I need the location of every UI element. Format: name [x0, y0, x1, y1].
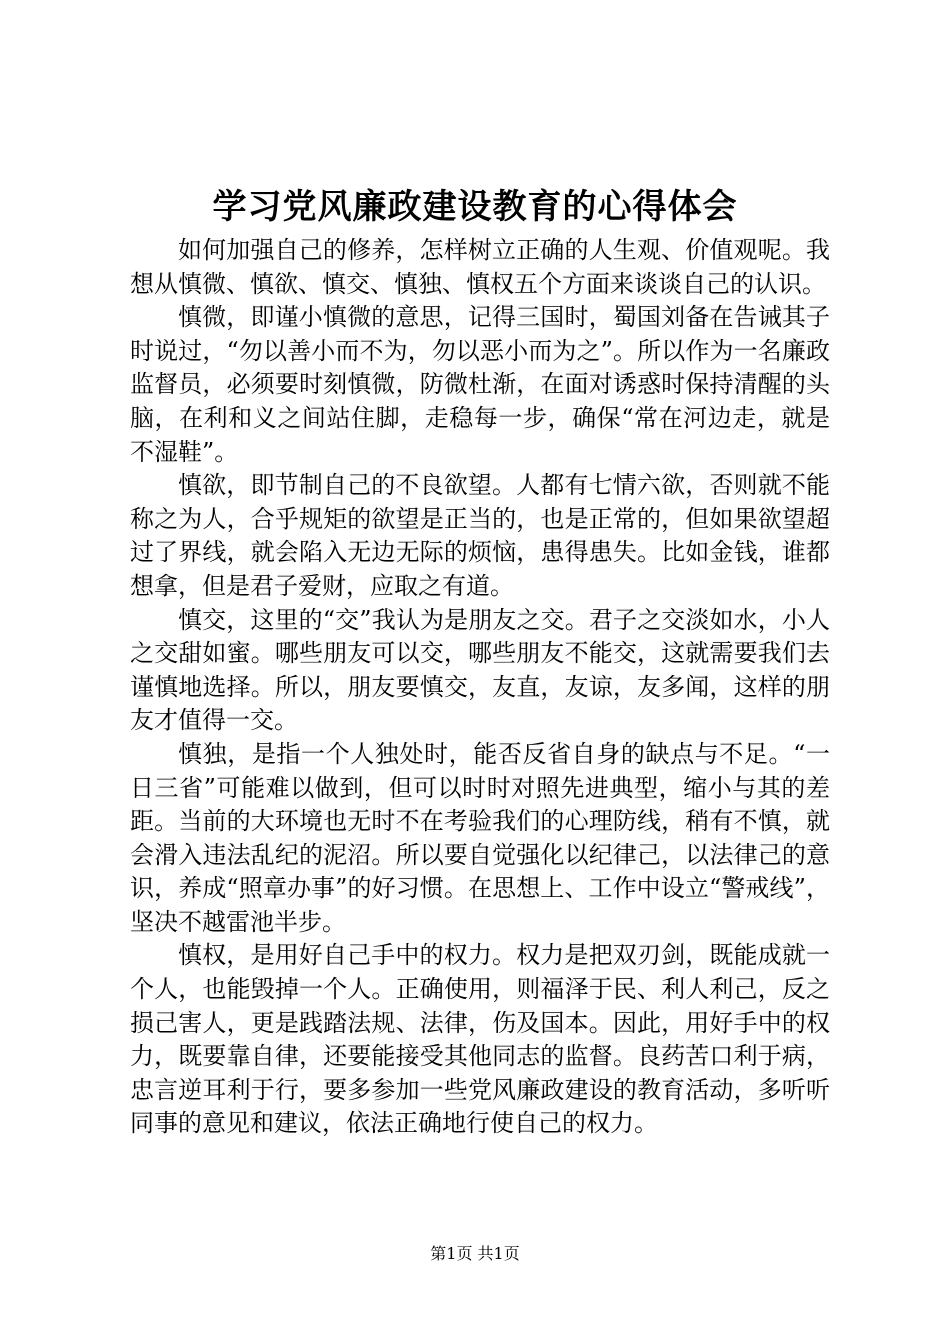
- paragraph-shenwei: 慎微，即谨小慎微的意思，记得三国时，蜀国刘备在告诫其子时说过，“勿以善小而不为，勿以恶小而为之”。所以作为一名廉政监督员，必须要时刻慎微，防微杜渐，在面对诱惑时保持清醒的头脑，在利和义之间站住脚，走稳每一步，确保“常在河边走，就是不湿鞋”。: [130, 303, 830, 466]
- paragraph-shendu: 慎独，是指一个人独处时，能否反省自身的缺点与不足。“一日三省”可能难以做到，但可以时时对照先进典型，缩小与其的差距。当前的大环境也无时不在考验我们的心理防线，稍有不慎，就会滑入违法乱纪的泥沼。所以要自觉强化以纪律己，以法律己的意识，养成“照章办事”的好习惯。在思想上、工作中设立“警戒线”，坚决不越雷池半步。: [130, 739, 830, 936]
- document-body: [130, 234, 830, 1141]
- document-title: 学习党风廉政建设教育的心得体会: [212, 187, 738, 227]
- paragraph-shenquan: 慎权，是用好自己手中的权力。权力是把双刃剑，既能成就一个人，也能毁掉一个人。正确使用，则福泽于民、利人利己，反之损己害人，更是践踏法规、法律，伤及国本。因此，用好手中的权力，既要靠自律，还要能接受其他同志的监督。良药苦口利于病，忠言逆耳利于行，要多参加一些党风廉政建设的教育活动，多听听同事的意见和建议，依法正确地行使自己的权力。: [130, 941, 830, 1138]
- paragraph-shenjiao: 慎交，这里的“交”我认为是朋友之交。君子之交淡如水，小人之交甜如蜜。哪些朋友可以交，哪些朋友不能交，这就需要我们去谨慎地选择。所以，朋友要慎交，友直，友谅，友多闻，这样的朋友才值得一交。: [130, 605, 830, 735]
- paragraph-shenyu: 慎欲，即节制自己的不良欲望。人都有七情六欲，否则就不能称之为人，合乎规矩的欲望是正当的，也是正常的，但如果欲望超过了界线，就会陷入无边无际的烦恼，患得患失。比如金钱，谁都想拿，但是君子爱财，应取之有道。: [130, 471, 830, 600]
- paragraph-intro: 如何加强自己的修养，怎样树立正确的人生观、价值观呢。我想从慎微、慎欲、慎交、慎独、慎权五个方面来谈谈自己的认识。: [130, 236, 830, 298]
- page-number-footer: 第1页 共1页: [430, 1244, 520, 1263]
